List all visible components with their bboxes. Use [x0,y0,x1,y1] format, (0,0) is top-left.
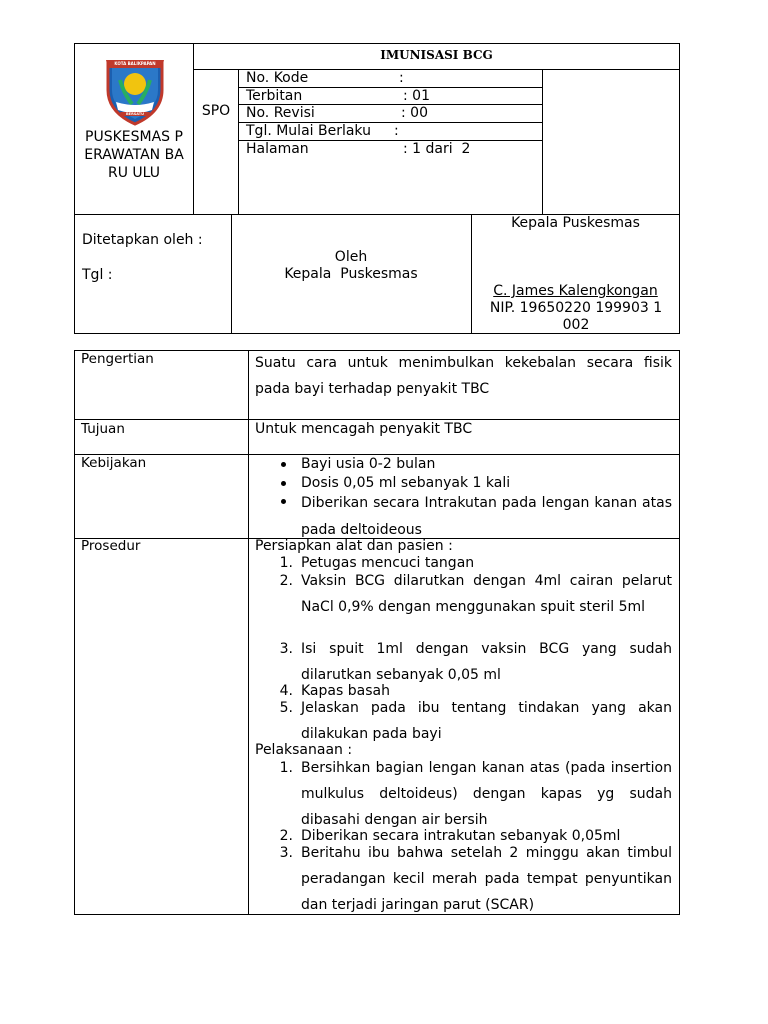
list-item: Dosis 0,05 ml sebanyak 1 kali [301,475,511,491]
list-item: Diberikan secara Intrakutan pada lengan kanan atas pada deltoideous [301,495,672,538]
ditetapkan-label: Ditetapkan oleh : [82,232,203,248]
field-label-halaman: Halaman [246,141,309,157]
field-label-tgl-berlaku: Tgl. Mulai Berlaku [246,123,371,139]
list-item: Kapas basah [301,683,390,699]
tujuan-text: Untuk mencagah penyakit TBC [255,421,473,437]
list-item: Vaksin BCG dilarutkan dengan 4ml cairan pelarut NaCl 0,9% dengan menggunakan spuit steril 5ml [301,573,672,615]
tgl-label: Tgl : [82,267,113,283]
pengertian-label: Pengertian [81,351,154,367]
logo-banner-text: KOTA BALIKPAPAN [114,61,156,66]
kepala-name: C. James Kalengkongan [493,283,658,299]
tujuan-label: Tujuan [81,421,125,437]
list-item: Beritahu ibu bahwa setelah 2 minggu akan timbul peradangan kecil merah pada tempat penyuntikan dan terjadi jaringan parut (SCAR) [301,845,672,913]
list-bullet [281,481,286,486]
org-name: PUSKESMAS PERAWATAN BARU ULU [84,129,184,181]
field-label-terbitan: Terbitan [246,88,303,104]
logo-motto: BERSATU [126,112,144,116]
list-bullet [281,499,286,504]
city-emblem-icon [104,50,166,126]
list-item: Bayi usia 0-2 bulan [301,456,436,472]
oleh-label: Oleh [334,249,368,265]
persiapan-title: Persiapkan alat dan pasien : [255,538,453,554]
field-value-revisi: : 00 [401,105,428,121]
pengertian-text: Suatu cara untuk menimbulkan kekebalan secara fisik pada bayi terhadap penyakit TBC [255,355,672,397]
kepala-nip: NIP. 19650220 199903 1 002 [489,300,663,333]
field-label-kode: No. Kode [246,70,309,86]
list-item: Bersihkan bagian lengan kanan atas (pada insertion mulkulus deltoideus) dengan kapas yg sudah dibasahi dengan air bersih [301,760,672,828]
prosedur-label: Prosedur [81,538,141,554]
field-value-terbitan: : 01 [403,88,430,104]
list-item: Jelaskan pada ibu tentang tindakan yang akan dilakukan pada bayi [301,700,672,742]
pelaksanaan-title: Pelaksanaan : [255,742,353,758]
field-value-kode: : [399,70,404,86]
document-title: IMUNISASI BCG [380,48,493,62]
list-item: Petugas mencuci tangan [301,555,475,571]
kepala-puskesmas-label: Kepala Puskesmas [511,215,640,231]
kebijakan-label: Kebijakan [81,455,147,471]
field-label-revisi: No. Revisi [246,105,315,121]
list-item: Diberikan secara intrakutan sebanyak 0,05ml [301,828,621,844]
list-bullet [281,462,286,467]
spo-label: SPO [201,103,231,119]
field-value-halaman: : 1 dari 2 [403,141,471,157]
field-value-tgl-berlaku: : [394,123,399,139]
list-item: Isi spuit 1ml dengan vaksin BCG yang sudah dilarutkan sebanyak 0,05 ml [301,641,672,683]
oleh-kepala-label: Kepala Puskesmas [284,266,418,282]
